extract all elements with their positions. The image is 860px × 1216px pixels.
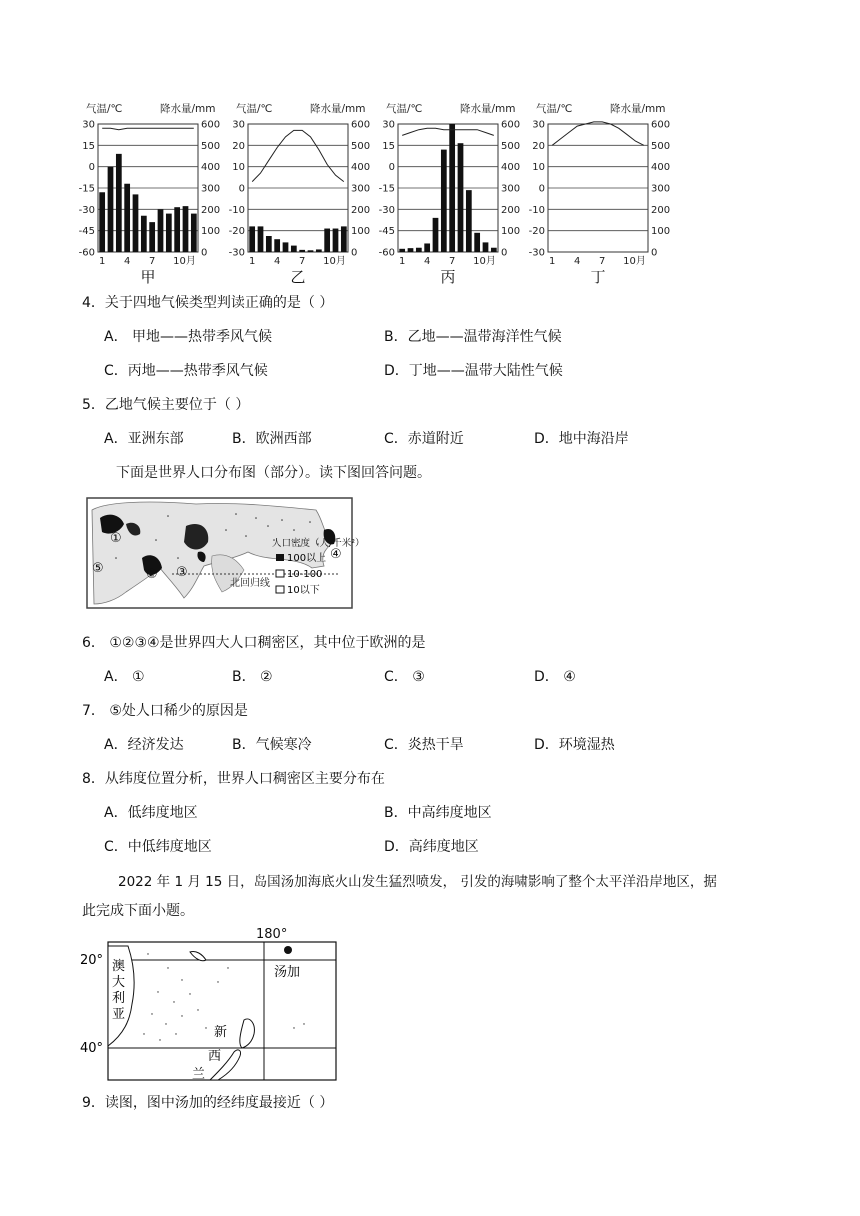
precip-tick-label: 500 (201, 140, 221, 152)
climate-chart-2 (229, 102, 370, 286)
precip-tick-label: 200 (201, 204, 221, 216)
month-tick-label: 1 (398, 256, 406, 267)
q8-option-d[interactable]: D．高纬度地区 (384, 839, 479, 855)
precip-tick-label: 0 (201, 247, 208, 259)
temp-axis-title: 气温/℃ (536, 103, 573, 115)
precip-tick-label: 600 (351, 119, 371, 131)
precip-tick-label: 500 (651, 140, 671, 152)
climate-chart-1 (79, 102, 220, 286)
precip-bar (433, 218, 439, 252)
question-6-stem: 6． ①②③④是世界四大人口稠密区，其中位于欧洲的是 (82, 635, 426, 651)
nz-label-1: 新 (214, 1025, 228, 1040)
precip-bar (258, 226, 264, 252)
australia-label-3: 利 (112, 991, 126, 1006)
q8-option-b[interactable]: B．中高纬度地区 (384, 805, 492, 821)
nz-label-2: 西 (208, 1049, 222, 1064)
temp-tick-label: -30 (78, 204, 95, 216)
q4-option-c[interactable]: C．丙地——热带季风气候 (104, 363, 268, 379)
climate-chart-3 (379, 102, 520, 286)
precip-tick-label: 400 (351, 162, 371, 174)
precip-tick-label: 500 (501, 140, 521, 152)
q5-option-d[interactable]: D．地中海沿岸 (534, 431, 629, 447)
precip-tick-label: 100 (201, 226, 221, 238)
tonga-intro-line1: 2022 年 1 月 15 日，岛国汤加海底火山发生猛烈喷发， 引发的海啸影响了整个太平洋沿岸地区，据 (118, 874, 717, 890)
climate-chart-4 (529, 102, 670, 286)
precip-tick-label: 300 (351, 183, 371, 195)
month-tick-label: 10月 (173, 256, 196, 267)
australia-label-1: 澳 (112, 959, 126, 974)
precip-bar (424, 243, 430, 252)
precip-tick-label: 400 (201, 162, 221, 174)
temp-axis-title: 气温/℃ (386, 103, 423, 115)
precip-bar (141, 216, 147, 252)
month-tick-label: 10月 (623, 256, 646, 267)
longitude-label: 180° (256, 927, 288, 942)
precip-tick-label: 300 (201, 183, 221, 195)
month-tick-label: 7 (148, 256, 156, 267)
marker-2: ② (146, 567, 158, 582)
marker-1: ① (110, 531, 122, 546)
q4-option-d[interactable]: D．丁地——温带大陆性气候 (384, 363, 563, 379)
chart-name-label: 丁 (590, 268, 606, 286)
precip-tick-label: 200 (501, 204, 521, 216)
month-tick-label: 4 (273, 256, 281, 267)
tropic-label: 北回归线 (230, 578, 270, 589)
legend-high: 100以上 (287, 553, 327, 564)
precip-bar (416, 248, 422, 252)
temp-tick-label: -45 (378, 226, 395, 238)
precip-tick-label: 400 (501, 162, 521, 174)
marker-4: ④ (330, 547, 342, 562)
population-map (86, 496, 365, 610)
q5-option-b[interactable]: B．欧洲西部 (232, 431, 312, 447)
temp-tick-label: 10 (532, 162, 545, 174)
precip-axis-title: 降水量/mm (460, 103, 516, 115)
month-tick-label: 7 (448, 256, 456, 267)
precip-bar (99, 192, 105, 252)
precip-bar (191, 214, 197, 252)
precip-bar (166, 214, 172, 252)
q5-option-a[interactable]: A．亚洲东部 (104, 431, 184, 447)
temp-tick-label: -30 (228, 247, 245, 259)
precip-bar (158, 209, 164, 252)
precip-bar (149, 222, 155, 252)
temp-tick-label: 10 (232, 162, 245, 174)
precip-tick-label: 600 (501, 119, 521, 131)
month-tick-label: 4 (123, 256, 131, 267)
question-7-stem: 7． ⑤处人口稀少的原因是 (82, 703, 248, 719)
q7-option-c[interactable]: C．炎热干旱 (384, 737, 464, 753)
question-5-stem: 5．乙地气候主要位于（ ） (82, 397, 250, 413)
temp-tick-label: 0 (238, 183, 245, 195)
australia-label-4: 亚 (112, 1007, 126, 1022)
precip-bar (483, 242, 489, 252)
precip-bar (116, 154, 122, 252)
australia-label-2: 大 (112, 975, 126, 990)
precip-tick-label: 600 (651, 119, 671, 131)
temp-tick-label: 15 (382, 140, 395, 152)
temp-axis-title: 气温/℃ (86, 103, 123, 115)
q7-option-d[interactable]: D．环境湿热 (534, 737, 615, 753)
q4-option-b[interactable]: B．乙地——温带海洋性气候 (384, 329, 562, 345)
precip-tick-label: 500 (351, 140, 371, 152)
month-tick-label: 4 (573, 256, 581, 267)
precip-axis-title: 降水量/mm (160, 103, 216, 115)
precip-bar (341, 226, 347, 252)
q5-option-c[interactable]: C．赤道附近 (384, 431, 464, 447)
tonga-map (78, 924, 340, 1084)
chart-name-label: 丙 (440, 268, 456, 286)
temp-axis-title: 气温/℃ (236, 103, 273, 115)
precip-axis-title: 降水量/mm (610, 103, 666, 115)
temp-tick-label: -15 (78, 183, 95, 195)
climate-charts (76, 96, 696, 286)
precip-tick-label: 600 (201, 119, 221, 131)
precip-tick-label: 0 (501, 247, 508, 259)
precip-bar (399, 249, 405, 252)
precip-tick-label: 100 (351, 226, 371, 238)
precip-bar (108, 167, 114, 252)
temp-tick-label: -20 (528, 226, 545, 238)
precip-tick-label: 0 (351, 247, 358, 259)
month-tick-label: 1 (98, 256, 106, 267)
month-tick-label: 4 (423, 256, 431, 267)
precip-axis-title: 降水量/mm (310, 103, 366, 115)
precip-bar (441, 150, 447, 252)
temp-tick-label: 0 (388, 162, 395, 174)
precip-bar (491, 248, 497, 252)
temp-tick-label: -20 (228, 226, 245, 238)
q6-option-a[interactable]: A． ① (104, 669, 145, 685)
precip-bar (249, 226, 255, 252)
month-tick-label: 10月 (323, 256, 346, 267)
temp-tick-label: 30 (82, 119, 95, 131)
temp-tick-label: 20 (532, 140, 545, 152)
marker-3: ③ (176, 565, 188, 580)
precip-bar (274, 239, 280, 252)
precip-bar (183, 206, 189, 252)
precip-tick-label: 200 (351, 204, 371, 216)
temp-tick-label: 20 (232, 140, 245, 152)
precip-bar (133, 194, 139, 252)
precip-bar (299, 250, 305, 252)
temp-tick-label: -10 (228, 204, 245, 216)
month-tick-label: 1 (548, 256, 556, 267)
legend-low: 10以下 (287, 585, 320, 596)
question-9-stem: 9．读图，图中汤加的经纬度最接近（ ） (82, 1095, 334, 1111)
q6-option-c[interactable]: C． ③ (384, 669, 425, 685)
precip-bar (474, 233, 480, 252)
temp-tick-label: 0 (538, 183, 545, 195)
temp-tick-label: 30 (382, 119, 395, 131)
lat-40-label: 40° (80, 1041, 104, 1056)
temp-tick-label: 0 (88, 162, 95, 174)
chart-name-label: 乙 (290, 268, 306, 286)
map-frame (108, 942, 336, 1080)
precip-bar (333, 229, 339, 252)
precip-tick-label: 100 (501, 226, 521, 238)
temp-tick-label: -15 (378, 183, 395, 195)
nz-label-3: 兰 (192, 1067, 206, 1082)
population-intro: 下面是世界人口分布图（部分）。读下图回答问题。 (116, 465, 431, 481)
precip-bar (324, 229, 330, 252)
precip-tick-label: 300 (651, 183, 671, 195)
precip-tick-label: 400 (651, 162, 671, 174)
precip-bar (408, 248, 414, 252)
month-tick-label: 7 (298, 256, 306, 267)
precip-tick-label: 100 (651, 226, 671, 238)
precip-tick-label: 200 (651, 204, 671, 216)
precip-tick-label: 0 (651, 247, 658, 259)
precip-bar (291, 246, 297, 252)
q6-option-d[interactable]: D． ④ (534, 669, 576, 685)
tonga-location-dot (284, 946, 292, 954)
precip-bar (174, 207, 180, 252)
precip-bar (124, 184, 130, 252)
legend-swatch-mid (276, 570, 284, 577)
marker-5: ⑤ (92, 561, 104, 576)
q8-option-a[interactable]: A．低纬度地区 (104, 805, 198, 821)
precip-bar (466, 190, 472, 252)
lat-20-label: 20° (80, 953, 104, 968)
precip-bar (283, 242, 289, 252)
temp-tick-label: -30 (378, 204, 395, 216)
q7-option-a[interactable]: A．经济发达 (104, 737, 184, 753)
temp-tick-label: -60 (78, 247, 95, 259)
tonga-label: 汤加 (274, 965, 301, 980)
temp-tick-label: 30 (532, 119, 545, 131)
month-tick-label: 7 (598, 256, 606, 267)
precip-bar (449, 124, 455, 252)
q8-option-c[interactable]: C．中低纬度地区 (104, 839, 212, 855)
legend-swatch-high (276, 554, 284, 561)
temp-tick-label: 15 (82, 140, 95, 152)
temp-tick-label: -10 (528, 204, 545, 216)
legend-title: 人口密度（人/千米²） (272, 538, 365, 549)
precip-bar (316, 249, 322, 252)
precip-bar (308, 250, 314, 252)
legend-mid: 10-100 (287, 569, 323, 580)
legend-swatch-low (276, 586, 284, 593)
chart-name-label: 甲 (140, 268, 156, 286)
month-tick-label: 10月 (473, 256, 496, 267)
question-8-stem: 8．从纬度位置分析，世界人口稠密区主要分布在 (82, 771, 385, 787)
temp-tick-label: -30 (528, 247, 545, 259)
precip-bar (266, 236, 272, 252)
temp-tick-label: -45 (78, 226, 95, 238)
precip-bar (458, 143, 464, 252)
temp-tick-label: 30 (232, 119, 245, 131)
temp-tick-label: -60 (378, 247, 395, 259)
question-4-stem: 4．关于四地气候类型判读正确的是（ ） (82, 295, 334, 311)
precip-tick-label: 300 (501, 183, 521, 195)
tonga-intro-line2: 此完成下面小题。 (82, 903, 194, 919)
q4-option-a[interactable]: A． 甲地——热带季风气候 (104, 329, 273, 345)
q6-option-b[interactable]: B． ② (232, 669, 273, 685)
q7-option-b[interactable]: B．气候寒冷 (232, 737, 312, 753)
month-tick-label: 1 (248, 256, 256, 267)
